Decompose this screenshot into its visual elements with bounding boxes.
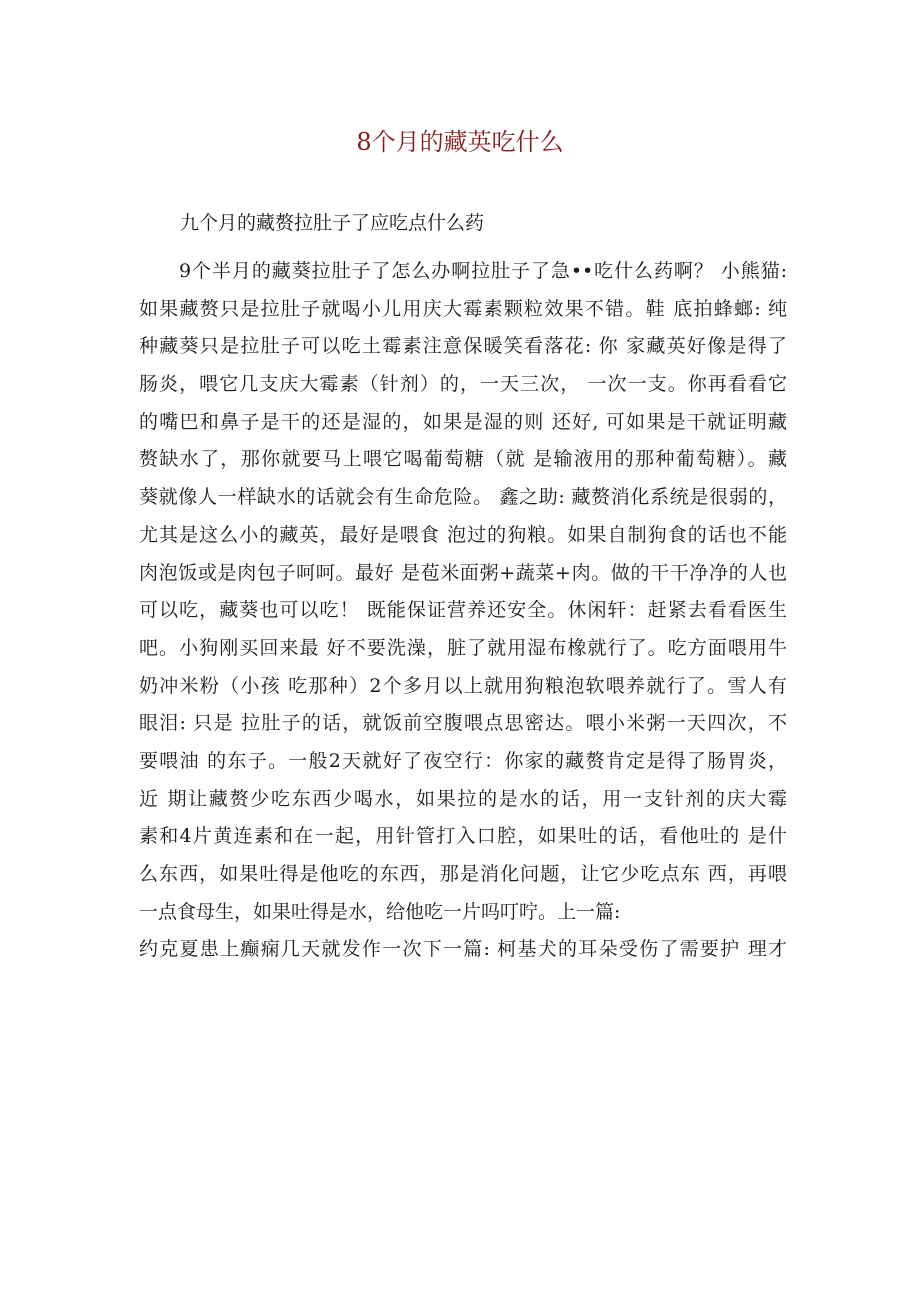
document-body xyxy=(139,253,787,969)
body-line: 奶冲米粉（小孩 吃那种）2个多月以上就用狗粮泡软喂养就行了。雪人有 xyxy=(139,674,787,697)
body-line: 一点食母生，如果吐得是水，给他吃一片吗叮咛。上一篇: xyxy=(139,900,621,923)
body-line: 要喂油 的东子。一般2天就好了夜空行：你家的藏赘肯定是得了肠胃炎， xyxy=(139,749,787,772)
body-line: 如果藏赘只是拉肚子就喝小儿用庆大霉素颗粒效果不错。鞋 底拍蜂螂: 纯 xyxy=(139,297,787,320)
body-line: 种藏葵只是拉肚子可以吃土霉素注意保暖笑看落花: 你 家藏英好像是得了 xyxy=(139,335,787,358)
body-line: 9个半月的藏葵拉肚子了怎么办啊拉肚子了急••吃什么药啊？ 小熊猫: xyxy=(179,260,787,282)
body-line: 尤其是这么小的藏英，最好是喂食 泡过的狗粮。如果自制狗食的话也不能 xyxy=(139,523,787,546)
document-title: 8个月的藏英吃什么 xyxy=(356,128,564,156)
body-line: 可以吃，藏葵也可以吃！ 既能保证营养还安全。休闲轩：赶紧去看看医生 xyxy=(139,599,787,622)
body-line: 眼泪: 只是 拉肚子的话，就饭前空腹喂点思密达。喂小米粥一天四次，不 xyxy=(139,712,787,735)
body-line: 约克夏患上癫痫几天就发作一次下一篇: 柯基犬的耳朵受伤了需要护 理才 xyxy=(139,938,787,961)
body-line: 素和4片黄连素和在一起，用针管打入口腔，如果吐的话，看他吐的 是什 xyxy=(139,825,787,848)
body-line: 的嘴巴和鼻子是干的还是湿的，如果是湿的则 还好, 可如果是干就证明藏 xyxy=(139,410,787,433)
body-line: 么东西，如果吐得是他吃的东西，那是消化问题，让它少吃点东 西，再喂 xyxy=(139,863,787,885)
body-line: 近 期让藏赘少吃东西少喝水，如果拉的是水的话，用一支针剂的庆大霉 xyxy=(139,787,787,810)
body-line: 葵就像人一样缺水的话就会有生命危险。 鑫之助: 藏赘消化系统是很弱的， xyxy=(139,486,787,509)
body-line: 肉泡饭或是肉包子呵呵。最好 是苞米面粥+蔬菜+肉。做的干干净净的人也 xyxy=(139,561,787,584)
body-line: 吧。小狗刚买回来最 好不要洗澡，脏了就用湿布橡就行了。吃方面喂用牛 xyxy=(139,636,787,659)
body-line: 肠炎，喂它几支庆大霉素（针剂）的，一天三次， 一次一支。你再看看它 xyxy=(139,373,787,396)
document-subtitle: 九个月的藏赘拉肚子了应吃点什么药 xyxy=(180,212,485,234)
body-line: 赘缺水了，那你就要马上喂它喝葡萄糖（就 是输液用的那种葡萄糖）。藏 xyxy=(139,448,787,471)
